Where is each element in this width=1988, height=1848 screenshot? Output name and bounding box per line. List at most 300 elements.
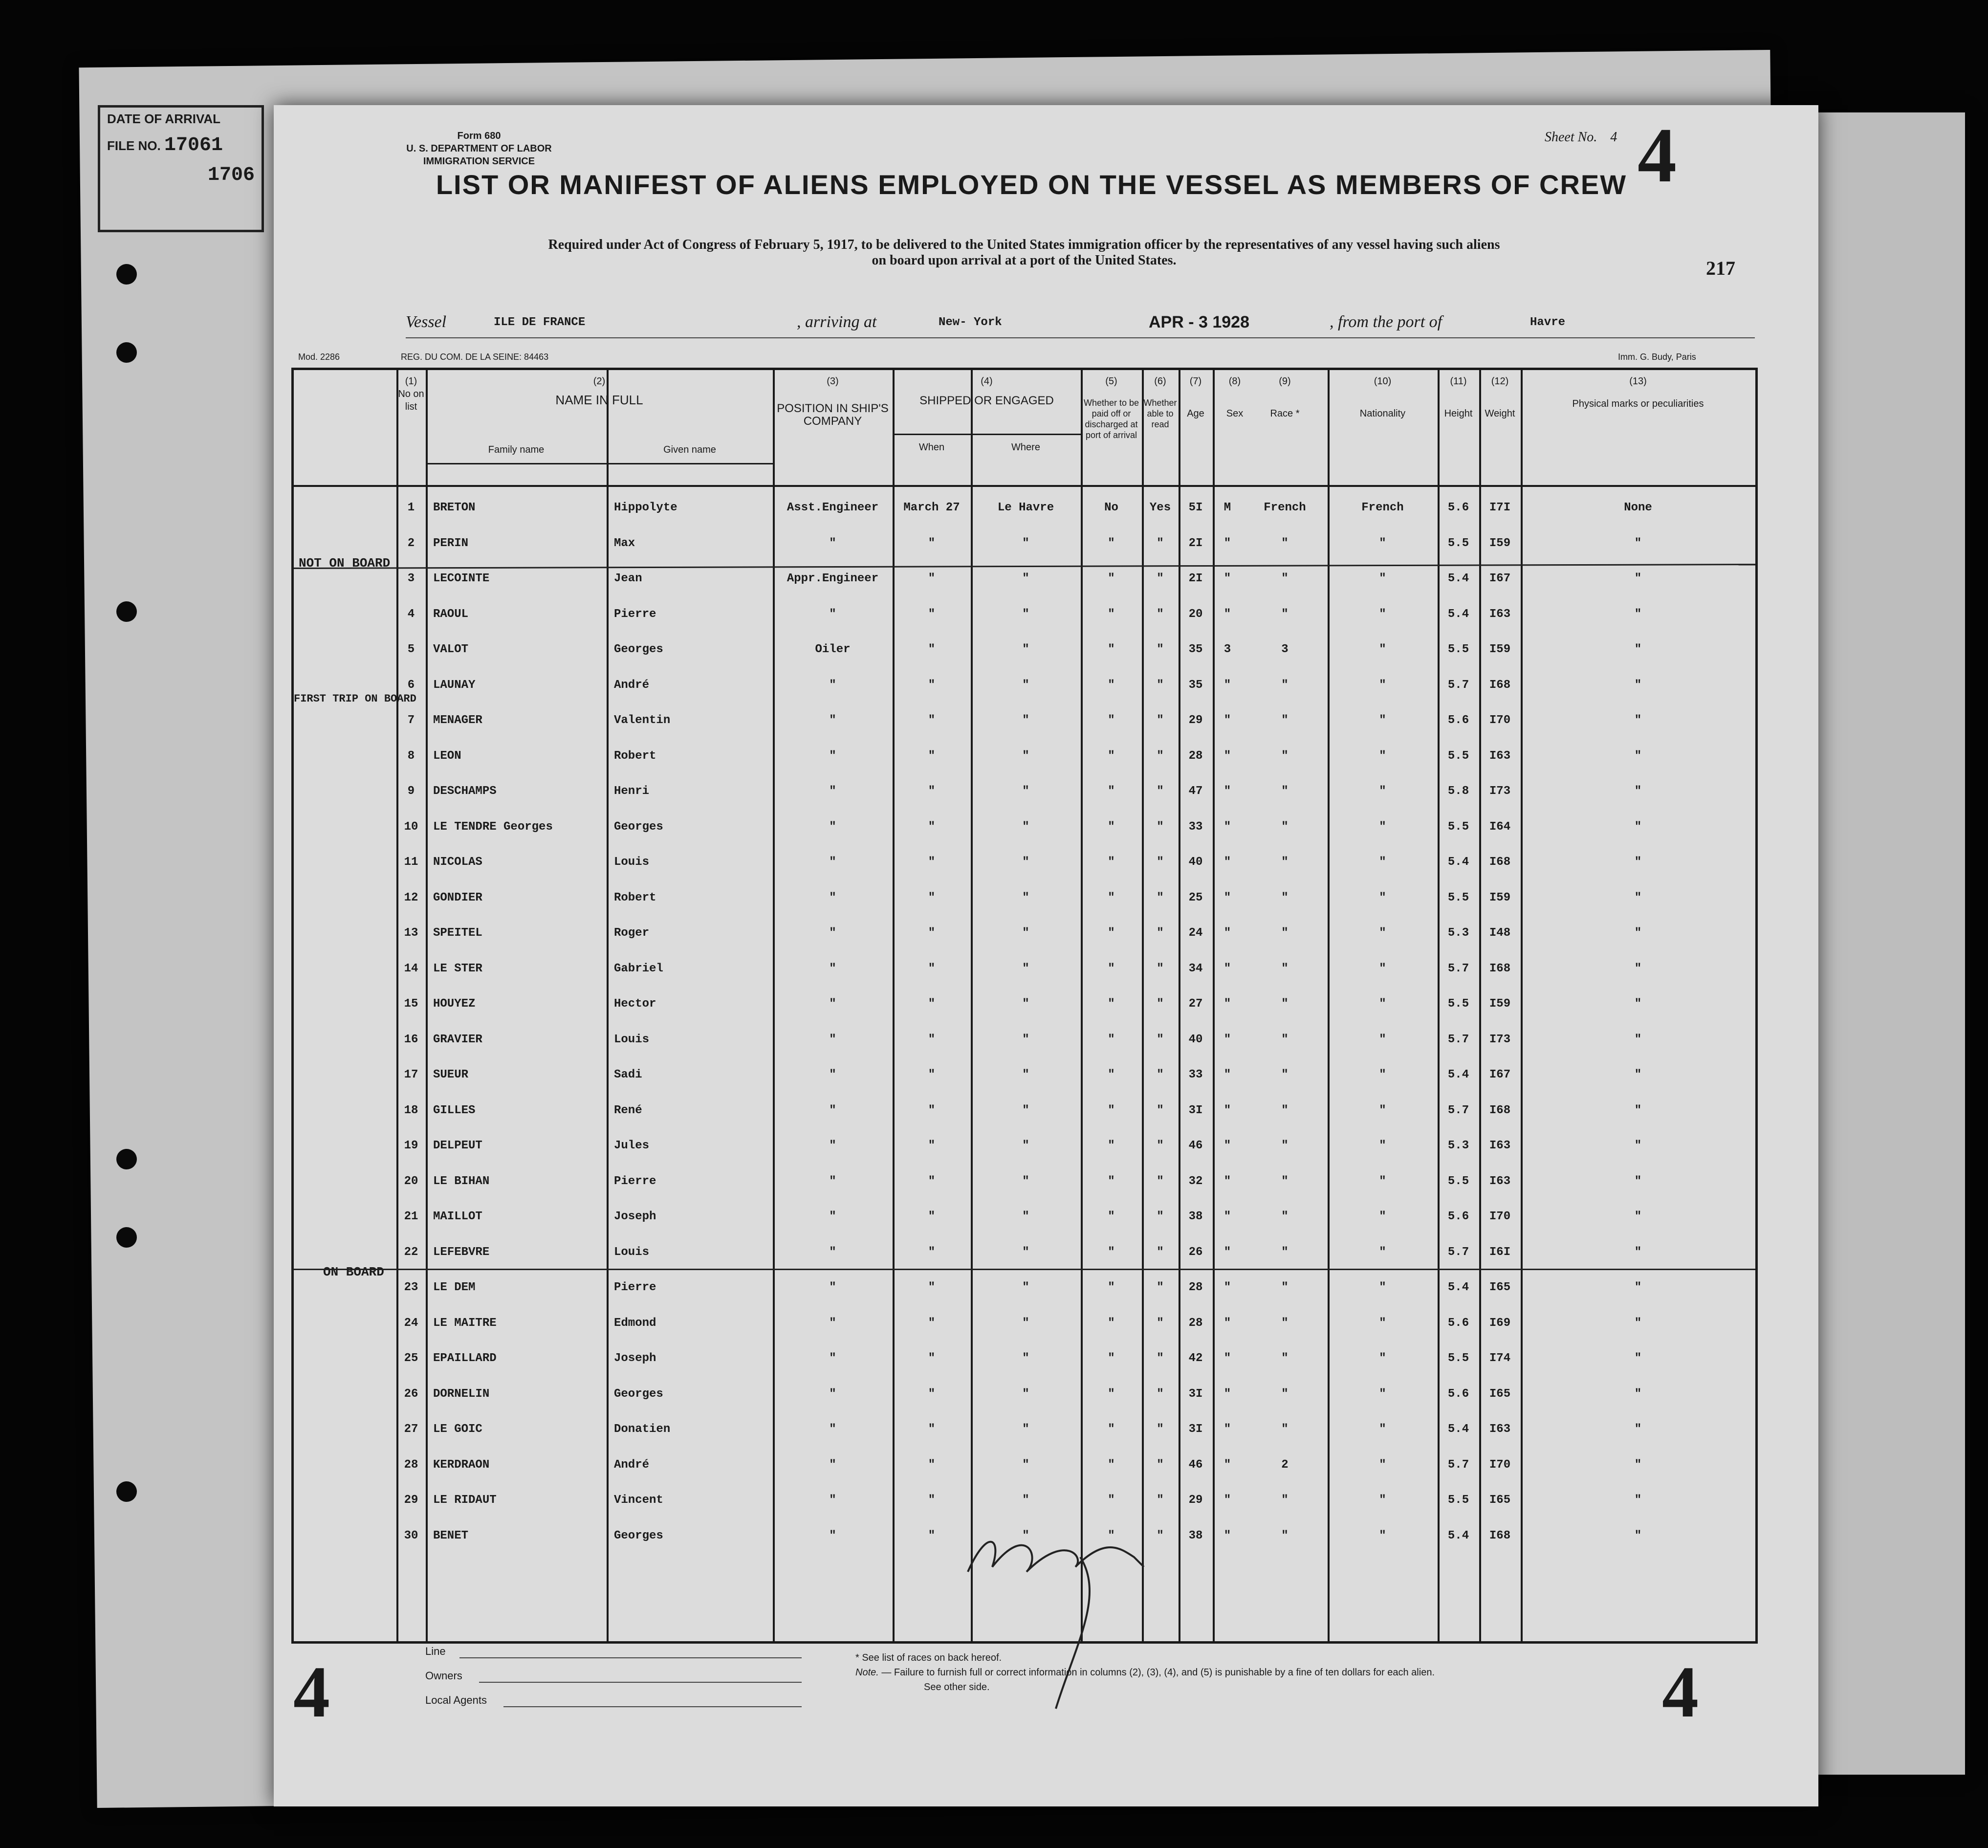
col-when-header: When bbox=[918, 442, 945, 453]
col-1-header: (1) No on list bbox=[398, 376, 424, 412]
height-cell: 5.7 bbox=[1447, 1458, 1469, 1472]
nationality-cell: " bbox=[1379, 643, 1386, 656]
able-to-read-cell: " bbox=[1157, 1458, 1164, 1472]
race-cell: " bbox=[1281, 1068, 1289, 1081]
shipped-where-cell: Le Havre bbox=[997, 501, 1054, 514]
age-cell: 25 bbox=[1188, 891, 1203, 904]
table-row bbox=[294, 1272, 1755, 1307]
physical-marks-cell: " bbox=[1634, 572, 1642, 585]
file-no-label: FILE NO. bbox=[107, 138, 161, 153]
race-cell: " bbox=[1281, 962, 1289, 975]
paid-off-cell: " bbox=[1108, 1281, 1115, 1294]
shipped-when-cell: " bbox=[928, 1139, 936, 1152]
height-cell: 5.5 bbox=[1447, 1494, 1469, 1507]
row-number-cell: 10 bbox=[404, 820, 418, 834]
family-name-cell: SPEITEL bbox=[433, 926, 482, 940]
see-other-side: See other side. bbox=[924, 1682, 990, 1693]
age-cell: 35 bbox=[1188, 643, 1203, 656]
col-6-header: (6) Whether able to read bbox=[1143, 376, 1177, 429]
height-cell: 5.4 bbox=[1447, 1068, 1469, 1081]
row-number-cell: 18 bbox=[404, 1103, 418, 1117]
weight-cell: I59 bbox=[1489, 643, 1511, 656]
able-to-read-cell: " bbox=[1157, 536, 1164, 550]
nationality-cell: " bbox=[1379, 1103, 1386, 1117]
shipped-where-cell: " bbox=[1022, 1281, 1029, 1294]
age-cell: 27 bbox=[1188, 997, 1203, 1011]
shipped-where-cell: " bbox=[1022, 1352, 1029, 1365]
binder-hole bbox=[116, 1227, 137, 1248]
sex-cell: " bbox=[1223, 1174, 1231, 1188]
position-cell: " bbox=[829, 749, 836, 763]
shipped-where-cell: " bbox=[1022, 1316, 1029, 1330]
weight-cell: I67 bbox=[1489, 1068, 1511, 1081]
able-to-read-cell: " bbox=[1157, 962, 1164, 975]
table-row bbox=[294, 1130, 1755, 1166]
arrival-date-stamp: APR - 3 1928 bbox=[1149, 313, 1249, 331]
height-cell: 5.4 bbox=[1447, 1529, 1469, 1542]
height-cell: 5.6 bbox=[1447, 1210, 1469, 1223]
family-name-cell: SUEUR bbox=[433, 1068, 469, 1081]
shipped-when-cell: " bbox=[928, 962, 936, 975]
file-number-1: 17061 bbox=[164, 134, 223, 156]
given-name-cell: Robert bbox=[614, 749, 656, 763]
shipped-where-cell: " bbox=[1022, 785, 1029, 798]
row-number-cell: 24 bbox=[404, 1316, 418, 1330]
given-name-cell: André bbox=[614, 678, 650, 692]
registry-number: REG. DU COM. DE LA SEINE: 84463 bbox=[401, 352, 549, 362]
shipped-when-cell: " bbox=[928, 1068, 936, 1081]
physical-marks-cell: " bbox=[1634, 1068, 1642, 1081]
able-to-read-cell: " bbox=[1157, 785, 1164, 798]
paid-off-cell: " bbox=[1108, 1245, 1115, 1259]
age-cell: 33 bbox=[1188, 1068, 1203, 1081]
physical-marks-cell: " bbox=[1634, 1174, 1642, 1188]
sex-cell: " bbox=[1223, 1529, 1231, 1542]
paid-off-cell: " bbox=[1108, 785, 1115, 798]
shipped-when-cell: " bbox=[928, 1316, 936, 1330]
weight-cell: I63 bbox=[1489, 1139, 1511, 1152]
col-7-header: (7) Age bbox=[1187, 376, 1204, 419]
table-row bbox=[294, 528, 1755, 563]
shipped-where-cell: " bbox=[1022, 1529, 1029, 1542]
table-row bbox=[294, 741, 1755, 776]
paid-off-cell: " bbox=[1108, 1458, 1115, 1472]
position-cell: " bbox=[829, 1529, 836, 1542]
shipped-where-cell: " bbox=[1022, 1423, 1029, 1436]
weight-cell: I70 bbox=[1489, 1210, 1511, 1223]
race-cell: " bbox=[1281, 891, 1289, 904]
physical-marks-cell: " bbox=[1634, 749, 1642, 763]
table-row bbox=[294, 1237, 1755, 1272]
penalty-note: Note. — Failure to furnish full or correct information in columns (2), (3), (4), and (5) is punishable by a fine of ten dollars for each alien. bbox=[855, 1667, 1435, 1678]
sheet-label: Sheet No. bbox=[1545, 130, 1597, 145]
shipped-when-cell: March 27 bbox=[903, 501, 960, 514]
given-name-cell: Max bbox=[614, 536, 635, 550]
paid-off-cell: " bbox=[1108, 1423, 1115, 1436]
shipped-when-cell: " bbox=[928, 1387, 936, 1401]
nationality-cell: " bbox=[1379, 1033, 1386, 1046]
position-cell: " bbox=[829, 1316, 836, 1330]
table-row bbox=[294, 1450, 1755, 1485]
position-cell: " bbox=[829, 1210, 836, 1223]
paid-off-cell: No bbox=[1104, 501, 1118, 514]
shipped-where-cell: " bbox=[1022, 536, 1029, 550]
sex-cell: M bbox=[1223, 501, 1231, 514]
age-cell: 24 bbox=[1188, 926, 1203, 940]
race-cell: " bbox=[1281, 1103, 1289, 1117]
sex-cell: " bbox=[1223, 820, 1231, 834]
given-name-cell: Edmond bbox=[614, 1316, 656, 1330]
shipped-when-cell: " bbox=[928, 536, 936, 550]
paid-off-cell: " bbox=[1108, 1174, 1115, 1188]
shipped-where-cell: " bbox=[1022, 678, 1029, 692]
shipped-where-cell: " bbox=[1022, 1387, 1029, 1401]
age-cell: 3I bbox=[1188, 1103, 1203, 1117]
shipped-when-cell: " bbox=[928, 785, 936, 798]
crew-table bbox=[291, 368, 1758, 1644]
nationality-cell: " bbox=[1379, 1139, 1386, 1152]
owners-label: Owners bbox=[425, 1670, 462, 1682]
weight-cell: I63 bbox=[1489, 607, 1511, 621]
physical-marks-cell: " bbox=[1634, 1139, 1642, 1152]
sex-cell: " bbox=[1223, 1494, 1231, 1507]
physical-marks-cell: " bbox=[1634, 1103, 1642, 1117]
nationality-cell: " bbox=[1379, 536, 1386, 550]
sex-cell: " bbox=[1223, 891, 1231, 904]
nationality-cell: " bbox=[1379, 1387, 1386, 1401]
given-name-cell: Georges bbox=[614, 820, 663, 834]
able-to-read-cell: " bbox=[1157, 749, 1164, 763]
sheet-no-small: 4 bbox=[1610, 130, 1617, 145]
given-name-cell: Jules bbox=[614, 1139, 650, 1152]
sex-cell: " bbox=[1223, 1103, 1231, 1117]
family-name-cell: LE GOIC bbox=[433, 1423, 482, 1436]
weight-cell: I7I bbox=[1489, 501, 1511, 514]
shipped-where-cell: " bbox=[1022, 891, 1029, 904]
sex-cell: " bbox=[1223, 607, 1231, 621]
sex-cell: " bbox=[1223, 1139, 1231, 1152]
sex-cell: " bbox=[1223, 926, 1231, 940]
position-cell: " bbox=[829, 785, 836, 798]
not-on-board-annotation: NOT ON BOARD bbox=[299, 556, 391, 571]
family-name-cell: VALOT bbox=[433, 643, 469, 656]
nationality-cell: " bbox=[1379, 1529, 1386, 1542]
nationality-cell: " bbox=[1379, 1458, 1386, 1472]
arriving-port: New- York bbox=[939, 316, 1002, 329]
age-cell: 3I bbox=[1188, 1387, 1203, 1401]
col-9-header: (9) Race * bbox=[1270, 376, 1300, 419]
weight-cell: I69 bbox=[1489, 1316, 1511, 1330]
row-number-cell: 17 bbox=[404, 1068, 418, 1081]
weight-cell: I68 bbox=[1489, 856, 1511, 869]
age-cell: 34 bbox=[1188, 962, 1203, 975]
shipped-when-cell: " bbox=[928, 891, 936, 904]
shipped-when-cell: " bbox=[928, 1245, 936, 1259]
page-title: LIST OR MANIFEST OF ALIENS EMPLOYED ON THE VESSEL AS MEMBERS OF CREW bbox=[436, 169, 1627, 200]
shipped-when-cell: " bbox=[928, 1033, 936, 1046]
first-trip-annotation: FIRST TRIP ON BOARD bbox=[294, 693, 416, 705]
nationality-cell: " bbox=[1379, 926, 1386, 940]
shipped-when-cell: " bbox=[928, 1529, 936, 1542]
table-row bbox=[294, 847, 1755, 882]
table-row bbox=[294, 634, 1755, 669]
race-cell: " bbox=[1281, 678, 1289, 692]
paid-off-cell: " bbox=[1108, 536, 1115, 550]
height-cell: 5.5 bbox=[1447, 820, 1469, 834]
weight-cell: I68 bbox=[1489, 1529, 1511, 1542]
row-number-cell: 13 bbox=[404, 926, 418, 940]
paid-off-cell: " bbox=[1108, 1529, 1115, 1542]
given-name-cell: Valentin bbox=[614, 714, 671, 727]
age-cell: 40 bbox=[1188, 1033, 1203, 1046]
height-cell: 5.4 bbox=[1447, 607, 1469, 621]
height-cell: 5.6 bbox=[1447, 501, 1469, 514]
given-name-cell: Louis bbox=[614, 1033, 650, 1046]
family-name-cell: NICOLAS bbox=[433, 856, 482, 869]
physical-marks-cell: " bbox=[1634, 643, 1642, 656]
file-number-2: 1706 bbox=[207, 164, 255, 186]
sex-cell: " bbox=[1223, 714, 1231, 727]
manifest-sheet bbox=[274, 105, 1818, 1806]
col-11-header: (11) Height bbox=[1444, 376, 1473, 419]
height-cell: 5.6 bbox=[1447, 1387, 1469, 1401]
paid-off-cell: " bbox=[1108, 997, 1115, 1011]
race-cell: " bbox=[1281, 1139, 1289, 1152]
weight-cell: I68 bbox=[1489, 1103, 1511, 1117]
family-name-cell: EPAILLARD bbox=[433, 1352, 497, 1365]
given-name-cell: Robert bbox=[614, 891, 656, 904]
physical-marks-cell: " bbox=[1634, 1245, 1642, 1259]
able-to-read-cell: " bbox=[1157, 891, 1164, 904]
race-cell: " bbox=[1281, 714, 1289, 727]
table-row bbox=[294, 1059, 1755, 1095]
able-to-read-cell: " bbox=[1157, 643, 1164, 656]
shipped-where-cell: " bbox=[1022, 572, 1029, 585]
position-cell: " bbox=[829, 1494, 836, 1507]
shipped-when-cell: " bbox=[928, 1423, 936, 1436]
shipped-when-cell: " bbox=[928, 1352, 936, 1365]
nationality-cell: " bbox=[1379, 1281, 1386, 1294]
shipped-when-cell: " bbox=[928, 1458, 936, 1472]
height-cell: 5.5 bbox=[1447, 643, 1469, 656]
height-cell: 5.5 bbox=[1447, 536, 1469, 550]
weight-cell: I64 bbox=[1489, 820, 1511, 834]
given-name-cell: Pierre bbox=[614, 1281, 656, 1294]
family-name-cell: LE RIDAUT bbox=[433, 1494, 497, 1507]
given-name-cell: Georges bbox=[614, 1529, 663, 1542]
age-cell: 28 bbox=[1188, 1316, 1203, 1330]
paid-off-cell: " bbox=[1108, 678, 1115, 692]
height-cell: 5.4 bbox=[1447, 1423, 1469, 1436]
family-name-cell: BENET bbox=[433, 1529, 469, 1542]
height-cell: 5.7 bbox=[1447, 962, 1469, 975]
family-name-cell: DESCHAMPS bbox=[433, 785, 497, 798]
family-name-cell: LE DEM bbox=[433, 1281, 476, 1294]
row-number-cell: 8 bbox=[407, 749, 415, 763]
subtitle-line-1: Required under Act of Congress of February 5, 1917, to be delivered to the United States immigration officer by the representatives of any vessel having such aliens bbox=[548, 237, 1500, 252]
age-cell: 28 bbox=[1188, 1281, 1203, 1294]
age-cell: 33 bbox=[1188, 820, 1203, 834]
row-number-cell: 23 bbox=[404, 1281, 418, 1294]
age-cell: 35 bbox=[1188, 678, 1203, 692]
paid-off-cell: " bbox=[1108, 714, 1115, 727]
height-cell: 5.5 bbox=[1447, 1174, 1469, 1188]
given-name-cell: Georges bbox=[614, 643, 663, 656]
given-name-cell: Joseph bbox=[614, 1210, 656, 1223]
age-cell: 2I bbox=[1188, 536, 1203, 550]
weight-cell: I68 bbox=[1489, 962, 1511, 975]
row-number-cell: 11 bbox=[404, 856, 418, 869]
table-row bbox=[294, 492, 1755, 528]
race-cell: " bbox=[1281, 1033, 1289, 1046]
nationality-cell: " bbox=[1379, 1494, 1386, 1507]
from-port: Havre bbox=[1530, 316, 1566, 329]
position-cell: " bbox=[829, 1423, 836, 1436]
shipped-when-cell: " bbox=[928, 820, 936, 834]
age-cell: 5I bbox=[1188, 501, 1203, 514]
able-to-read-cell: " bbox=[1157, 1139, 1164, 1152]
physical-marks-cell: " bbox=[1634, 1387, 1642, 1401]
able-to-read-cell: " bbox=[1157, 1494, 1164, 1507]
race-cell: 3 bbox=[1281, 643, 1289, 656]
line-label: Line bbox=[425, 1645, 446, 1657]
race-cell: " bbox=[1281, 536, 1289, 550]
position-cell: " bbox=[829, 1458, 836, 1472]
able-to-read-cell: " bbox=[1157, 1316, 1164, 1330]
table-row bbox=[294, 918, 1755, 953]
row-number-cell: 29 bbox=[404, 1494, 418, 1507]
position-cell: " bbox=[829, 1245, 836, 1259]
shipped-when-cell: " bbox=[928, 926, 936, 940]
subtitle-line-2: on board upon arrival at a port of the United States. bbox=[872, 253, 1177, 268]
family-name-cell: DELPEUT bbox=[433, 1139, 482, 1152]
family-name-cell: LAUNAY bbox=[433, 678, 476, 692]
row-number-cell: 19 bbox=[404, 1139, 418, 1152]
paid-off-cell: " bbox=[1108, 1316, 1115, 1330]
row-number-cell: 30 bbox=[404, 1529, 418, 1542]
row-number-cell: 2 bbox=[407, 536, 415, 550]
nationality-cell: " bbox=[1379, 572, 1386, 585]
height-cell: 5.6 bbox=[1447, 714, 1469, 727]
nationality-cell: " bbox=[1379, 891, 1386, 904]
given-name-cell: Jean bbox=[614, 572, 642, 585]
position-cell: " bbox=[829, 1033, 836, 1046]
weight-cell: I48 bbox=[1489, 926, 1511, 940]
vessel-name: ILE DE FRANCE bbox=[494, 316, 586, 329]
sex-cell: " bbox=[1223, 1068, 1231, 1081]
shipped-where-cell: " bbox=[1022, 962, 1029, 975]
given-name-cell: Sadi bbox=[614, 1068, 642, 1081]
position-cell: Asst.Engineer bbox=[786, 501, 879, 514]
shipped-when-cell: " bbox=[928, 1174, 936, 1188]
nationality-cell: " bbox=[1379, 607, 1386, 621]
position-cell: " bbox=[829, 1103, 836, 1117]
paid-off-cell: " bbox=[1108, 1033, 1115, 1046]
shipped-where-cell: " bbox=[1022, 643, 1029, 656]
shipped-when-cell: " bbox=[928, 1281, 936, 1294]
paid-off-cell: " bbox=[1108, 1494, 1115, 1507]
able-to-read-cell: " bbox=[1157, 714, 1164, 727]
weight-cell: I70 bbox=[1489, 714, 1511, 727]
physical-marks-cell: " bbox=[1634, 1316, 1642, 1330]
physical-marks-cell: " bbox=[1634, 1033, 1642, 1046]
position-cell: " bbox=[829, 1281, 836, 1294]
family-name-cell: LE TENDRE Georges bbox=[433, 820, 553, 834]
row-number-cell: 14 bbox=[404, 962, 418, 975]
sex-cell: " bbox=[1223, 678, 1231, 692]
position-cell: " bbox=[829, 1068, 836, 1081]
row-number-cell: 22 bbox=[404, 1245, 418, 1259]
form-number: Form 680 bbox=[457, 131, 501, 141]
binder-hole bbox=[116, 1481, 137, 1502]
nationality-cell: " bbox=[1379, 1316, 1386, 1330]
race-cell: " bbox=[1281, 1494, 1289, 1507]
height-cell: 5.7 bbox=[1447, 1033, 1469, 1046]
shipped-where-cell: " bbox=[1022, 1494, 1029, 1507]
shipped-when-cell: " bbox=[928, 678, 936, 692]
sheet-number-bottom-left: 4 bbox=[293, 1651, 330, 1733]
shipped-when-cell: " bbox=[928, 1494, 936, 1507]
table-row bbox=[294, 1308, 1755, 1343]
weight-cell: I65 bbox=[1489, 1494, 1511, 1507]
physical-marks-cell: " bbox=[1634, 678, 1642, 692]
age-cell: 29 bbox=[1188, 1494, 1203, 1507]
age-cell: 40 bbox=[1188, 856, 1203, 869]
position-cell: Oiler bbox=[815, 643, 851, 656]
able-to-read-cell: " bbox=[1157, 1210, 1164, 1223]
age-cell: 42 bbox=[1188, 1352, 1203, 1365]
race-cell: " bbox=[1281, 1281, 1289, 1294]
race-cell: " bbox=[1281, 1316, 1289, 1330]
able-to-read-cell: " bbox=[1157, 572, 1164, 585]
able-to-read-cell: " bbox=[1157, 1387, 1164, 1401]
height-cell: 5.6 bbox=[1447, 1316, 1469, 1330]
age-cell: 20 bbox=[1188, 607, 1203, 621]
weight-cell: I65 bbox=[1489, 1281, 1511, 1294]
sheet-number bbox=[1545, 130, 1617, 145]
position-cell: " bbox=[829, 856, 836, 869]
table-row bbox=[294, 812, 1755, 847]
height-cell: 5.5 bbox=[1447, 1352, 1469, 1365]
mod-number: Mod. 2286 bbox=[298, 352, 340, 362]
arriving-label: , arriving at bbox=[797, 313, 877, 331]
position-cell: " bbox=[829, 714, 836, 727]
shipped-when-cell: " bbox=[928, 1210, 936, 1223]
col-12-header: (12) Weight bbox=[1485, 376, 1515, 419]
sex-cell: " bbox=[1223, 1423, 1231, 1436]
sex-cell: " bbox=[1223, 1387, 1231, 1401]
weight-cell: I68 bbox=[1489, 678, 1511, 692]
family-name-cell: LECOINTE bbox=[433, 572, 490, 585]
race-cell: " bbox=[1281, 997, 1289, 1011]
row-number-cell: 5 bbox=[407, 643, 415, 656]
able-to-read-cell: " bbox=[1157, 926, 1164, 940]
nationality-cell: " bbox=[1379, 1245, 1386, 1259]
sex-cell: " bbox=[1223, 1281, 1231, 1294]
table-row bbox=[294, 599, 1755, 634]
position-cell: " bbox=[829, 926, 836, 940]
sex-cell: " bbox=[1223, 1316, 1231, 1330]
weight-cell: I70 bbox=[1489, 1458, 1511, 1472]
row-number-cell: 3 bbox=[407, 572, 415, 585]
row-number-cell: 25 bbox=[404, 1352, 418, 1365]
physical-marks-cell: " bbox=[1634, 714, 1642, 727]
family-name-cell: GRAVIER bbox=[433, 1033, 482, 1046]
position-cell: " bbox=[829, 536, 836, 550]
sex-cell: " bbox=[1223, 962, 1231, 975]
nationality-cell: " bbox=[1379, 749, 1386, 763]
family-name-cell: PERIN bbox=[433, 536, 469, 550]
